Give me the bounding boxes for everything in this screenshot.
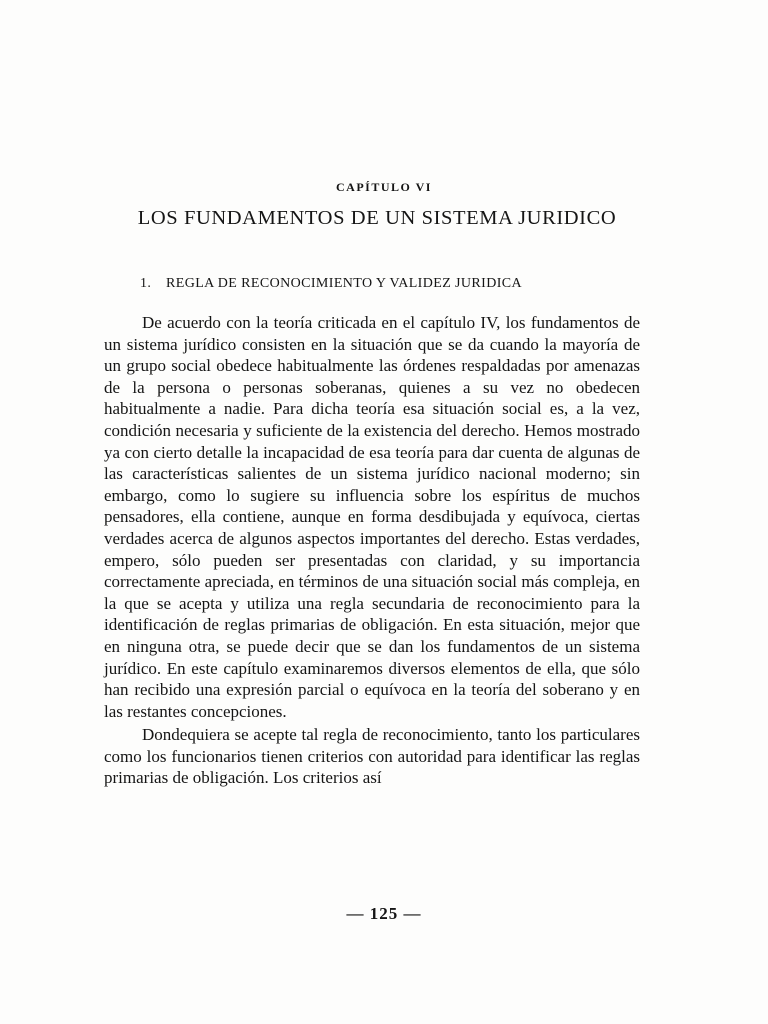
body-text — [104, 312, 640, 789]
section-title: REGLA DE RECONOCIMIENTO Y VALIDEZ JURIDICA — [166, 276, 523, 291]
chapter-title: LOS FUNDAMENTOS DE UN SISTEMA JURIDICO — [137, 207, 617, 229]
paragraph-2: Dondequiera se acepte tal regla de reconocimiento, tanto los particulares como los funcionarios tienen criterios con autoridad para identificar las reglas primarias de obligación. Los criterios así — [104, 725, 640, 788]
section-number: 1. — [140, 276, 152, 291]
page-number: — 125 — — [346, 904, 422, 923]
section-heading — [140, 276, 522, 292]
chapter-label: CAPÍTULO VI — [336, 180, 432, 194]
paragraph-1: De acuerdo con la teoría criticada en el capítulo IV, los fundamentos de un sistema jurídico consisten en la situación que se da cuando la mayoría de un grupo social obedece habitualmente las órdenes respaldadas por amenazas de la persona o personas soberanas, quienes a su vez no obedecen habitualmente a nadie. Para dicha teoría esa situación social es, a la vez, condición necesaria y suficiente de la existencia del derecho. Hemos mostrado ya con cierto detalle la incapacidad de esa teoría para dar cuenta de algunas de las características salientes de un sistema jurídico nacional moderno; sin embargo, como lo sugiere su influencia sobre los espíritus de muchos pensadores, ella contiene, aunque en forma desdibujada y equívoca, ciertas verdades acerca de algunos aspectos importantes del derecho. Estas verdades, empero, sólo pueden ser presentadas con claridad, y su importancia correctamente apreciada, en términos de una situación social más compleja, en la que se acepta y utiliza una regla secundaria de reconocimiento para la identificación de reglas primarias de obligación. En esta situación, mejor que en ninguna otra, se puede decir que se dan los fundamentos de un sistema jurídico. En este capítulo examinaremos diversos elementos de ella, que sólo han recibido una expresión parcial o equívoca en la teoría del soberano y en las restantes concepciones. — [104, 313, 640, 721]
